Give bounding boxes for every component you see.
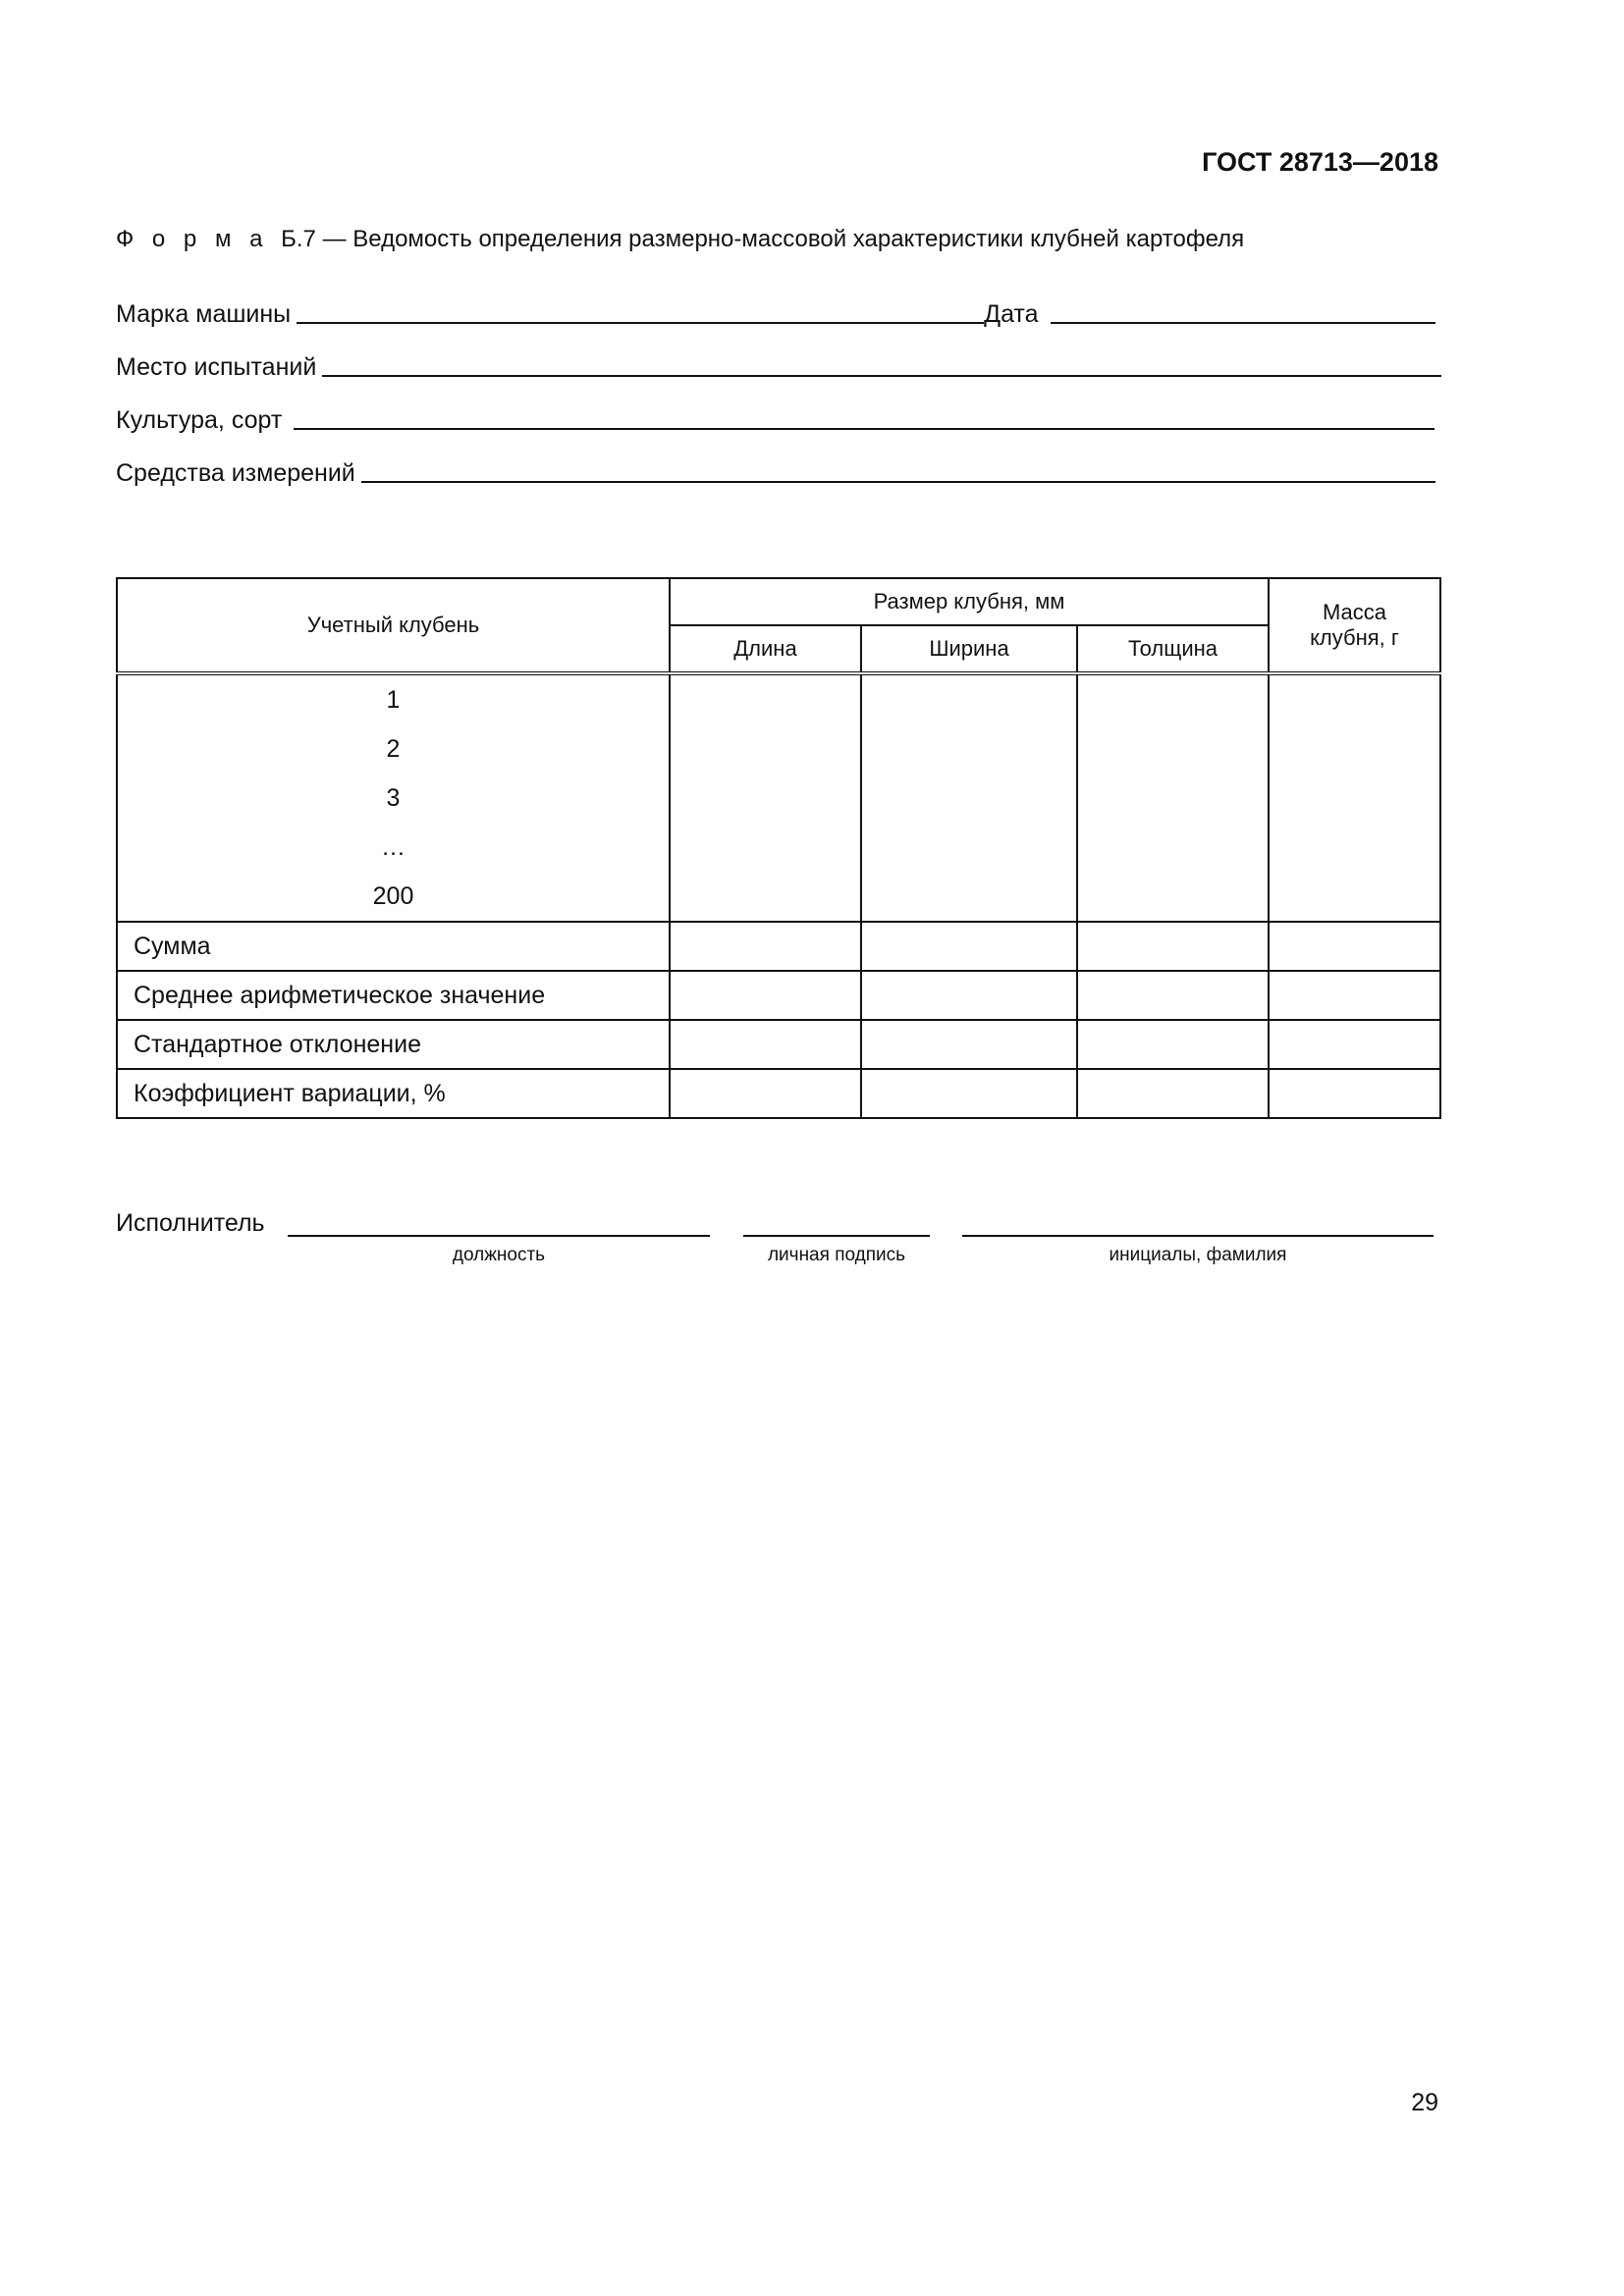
field-machine-line[interactable]: [297, 320, 984, 324]
row-stddev-label: Стандартное отклонение: [117, 1020, 670, 1069]
signature-label: Исполнитель: [116, 1209, 265, 1237]
cell-width[interactable]: [861, 1020, 1077, 1069]
cell-length[interactable]: [670, 971, 861, 1020]
header-tuber: Учетный клубень: [117, 578, 670, 673]
page-number: 29: [1411, 2089, 1438, 2116]
field-instruments: [116, 459, 1435, 488]
cell-width[interactable]: [861, 1069, 1077, 1118]
form-number: Б.7: [281, 226, 316, 252]
table-row: [117, 673, 1440, 922]
cell-mass[interactable]: [1269, 1069, 1440, 1118]
table-row: [117, 971, 1440, 1020]
signature-name-caption: инициалы, фамилия: [1109, 1245, 1287, 1265]
field-crop-line[interactable]: [294, 426, 1435, 430]
cell-width[interactable]: [861, 922, 1077, 971]
cell-mass[interactable]: [1269, 922, 1440, 971]
measurement-table: [116, 577, 1441, 1119]
table-row: [117, 922, 1440, 971]
row-mean-label: Среднее арифметическое значение: [117, 971, 670, 1020]
field-instruments-line[interactable]: [361, 479, 1435, 483]
signature-position-caption: должность: [452, 1245, 546, 1265]
signature-name-line[interactable]: [962, 1235, 1434, 1237]
field-date-label: Дата: [984, 300, 1039, 328]
cell-thickness[interactable]: [1077, 971, 1269, 1020]
cell-thickness[interactable]: [1077, 673, 1269, 922]
form-title: [116, 226, 1244, 253]
cell-thickness[interactable]: [1077, 1069, 1269, 1118]
tuber-number-list: [117, 673, 670, 922]
cell-mass[interactable]: [1269, 971, 1440, 1020]
cell-mass[interactable]: [1269, 673, 1440, 922]
field-place: [116, 353, 1441, 382]
cell-thickness[interactable]: [1077, 922, 1269, 971]
form-label: Ф о р м а: [116, 226, 269, 252]
cell-mass[interactable]: [1269, 1020, 1440, 1069]
tuber-number: 200: [372, 882, 414, 910]
cell-width[interactable]: [861, 971, 1077, 1020]
cell-length[interactable]: [670, 673, 861, 922]
row-cv-label: Коэффициент вариации, %: [117, 1069, 670, 1118]
row-sum-label: Сумма: [117, 922, 670, 971]
field-crop: [116, 406, 1435, 435]
header-mass: Масса клубня, г: [1269, 578, 1440, 673]
header-length: Длина: [670, 625, 861, 673]
field-crop-label: Культура, сорт: [116, 406, 283, 434]
signature-position-line[interactable]: [288, 1235, 710, 1237]
cell-width[interactable]: [861, 673, 1077, 922]
cell-thickness[interactable]: [1077, 1020, 1269, 1069]
table-row: [117, 1069, 1440, 1118]
cell-length[interactable]: [670, 1020, 861, 1069]
form-title-text: — Ведомость определения размерно-массовой характеристики клубней картофеля: [322, 226, 1245, 252]
signature-sign-caption: личная подпись: [767, 1245, 906, 1265]
document-standard-code: ГОСТ 28713—2018: [1202, 147, 1438, 177]
table-row: [117, 1020, 1440, 1069]
field-place-label: Место испытаний: [116, 353, 317, 381]
tuber-number: 2: [386, 735, 401, 763]
cell-length[interactable]: [670, 922, 861, 971]
field-machine-label: Марка машины: [116, 300, 292, 328]
header-size-group: Размер клубня, мм: [670, 578, 1269, 625]
field-date-line[interactable]: [1051, 320, 1435, 324]
header-thickness: Толщина: [1077, 625, 1269, 673]
header-width: Ширина: [861, 625, 1077, 673]
field-instruments-label: Средства измерений: [116, 459, 355, 487]
tuber-number: …: [381, 833, 406, 861]
field-place-line[interactable]: [322, 373, 1441, 377]
field-machine: [116, 300, 1435, 329]
cell-length[interactable]: [670, 1069, 861, 1118]
tuber-number: 3: [386, 784, 401, 812]
signature-sign-line[interactable]: [743, 1235, 930, 1237]
tuber-number: 1: [386, 686, 401, 714]
